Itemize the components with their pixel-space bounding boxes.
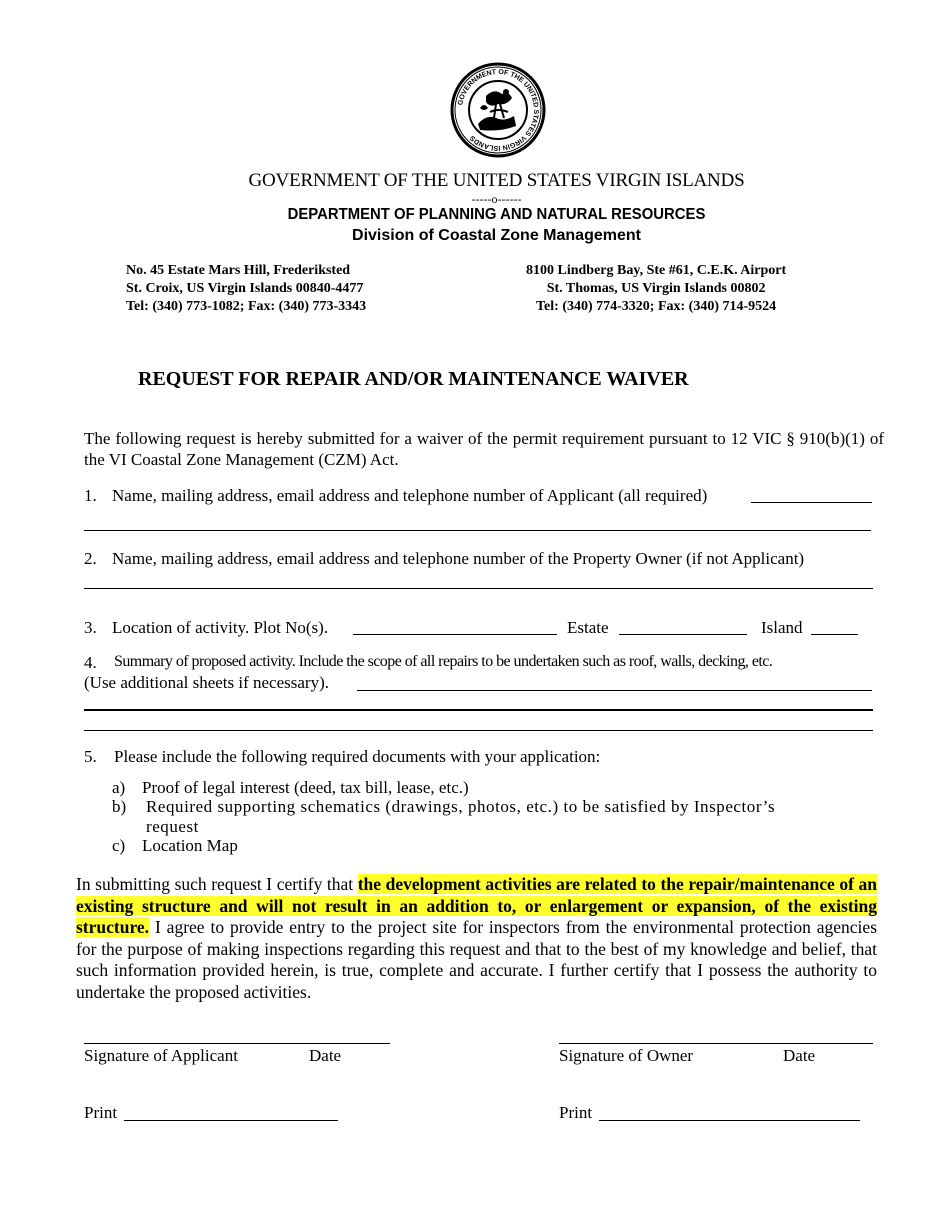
applicant-signature-label: Signature of Applicant xyxy=(84,1046,238,1065)
applicant-info-field[interactable] xyxy=(751,502,872,503)
owner-info-field-line[interactable] xyxy=(84,588,873,589)
applicant-info-field-line[interactable] xyxy=(84,530,871,531)
address-line: No. 45 Estate Mars Hill, Frederiksted xyxy=(126,263,351,278)
division-heading: Division of Coastal Zone Management xyxy=(352,227,641,244)
owner-signature-field[interactable] xyxy=(559,1043,873,1044)
item-5-number: 5. xyxy=(84,747,97,766)
doc-letter: a) xyxy=(112,778,126,797)
activity-summary-field[interactable] xyxy=(357,690,872,691)
doc-item-continued: request xyxy=(146,817,199,836)
applicant-print-label: Print xyxy=(84,1103,118,1122)
owner-print-label: Print xyxy=(559,1103,593,1122)
svg-text:GOVERNMENT OF THE UNITED STATE: GOVERNMENT OF THE UNITED STATES VIRGIN ISLANDS xyxy=(457,68,540,152)
certification-intro: In submitting such request I certify that xyxy=(76,874,358,894)
address-line: Tel: (340) 773-1082; Fax: (340) 773-3343 xyxy=(126,299,367,314)
certification-rest: I agree to provide entry to the project site for inspectors from the environmental protection agencies for the purpose of making inspections regarding this request and that to the best of my knowledge and belief, that such information provided herein, is true, complete and accurate. I further certify that I possess the authority to undertake the proposed activities. xyxy=(76,917,877,1002)
heading-separator: -----o------ xyxy=(471,192,522,206)
form-title: REQUEST FOR REPAIR AND/OR MAINTENANCE WAIVER xyxy=(138,368,689,390)
item-1-label: Name, mailing address, email address and telephone number of Applicant (all required) xyxy=(112,486,708,505)
doc-item: Required supporting schematics (drawings, photos, etc.) to be satisfied by Inspector’s xyxy=(146,797,776,816)
certification-highlight: the development activities are related to the repair/maintenance of an existing structure and will not result in an addition to, or enlargement or expansion, of the existing structure. xyxy=(76,874,877,938)
estate-field[interactable] xyxy=(619,634,747,635)
applicant-signature-field[interactable] xyxy=(84,1043,390,1044)
island-field[interactable] xyxy=(811,634,858,635)
doc-item: Location Map xyxy=(142,836,238,855)
location-plot-label: Location of activity. Plot No(s). xyxy=(112,618,329,637)
item-4-note: (Use additional sheets if necessary). xyxy=(84,673,329,692)
intro-paragraph: The following request is hereby submitted for a waiver of the permit requirement pursuant to 12 VIC § 910(b)(1) of the VI Coastal Zone Management (CZM) Act. xyxy=(84,429,884,469)
address-line: Tel: (340) 774-3320; Fax: (340) 714-9524 xyxy=(536,299,777,314)
doc-letter: b) xyxy=(112,797,127,816)
activity-summary-field-line[interactable] xyxy=(84,709,873,711)
address-st-croix xyxy=(126,262,366,316)
owner-date-label: Date xyxy=(783,1046,816,1065)
government-seal xyxy=(450,62,546,158)
owner-print-field[interactable] xyxy=(599,1120,860,1121)
item-3-number: 3. xyxy=(84,618,97,637)
item-2-label: Name, mailing address, email address and telephone number of the Property Owner (if not Applicant) xyxy=(112,549,805,568)
doc-item: Proof of legal interest (deed, tax bill, lease, etc.) xyxy=(142,778,469,797)
applicant-print-field[interactable] xyxy=(124,1120,338,1121)
address-line: St. Croix, US Virgin Islands 00840-4477 xyxy=(126,281,364,296)
island-label: Island xyxy=(761,618,803,637)
item-4-label: Summary of proposed activity. Include the scope of all repairs to be undertaken such as roof, walls, decking, etc. xyxy=(114,653,773,670)
department-heading: DEPARTMENT OF PLANNING AND NATURAL RESOURCES xyxy=(287,206,706,223)
applicant-date-label: Date xyxy=(309,1046,342,1065)
address-line: St. Thomas, US Virgin Islands 00802 xyxy=(546,281,766,296)
plot-number-field[interactable] xyxy=(353,634,557,635)
doc-letter: c) xyxy=(112,836,126,855)
government-heading: GOVERNMENT OF THE UNITED STATES VIRGIN ISLANDS xyxy=(248,170,745,191)
item-1-number: 1. xyxy=(84,486,97,505)
estate-label: Estate xyxy=(567,618,609,637)
owner-signature-label: Signature of Owner xyxy=(559,1046,694,1065)
item-4-number: 4. xyxy=(84,653,97,672)
address-st-thomas xyxy=(526,262,786,316)
item-2-number: 2. xyxy=(84,549,97,568)
item-5-label: Please include the following required documents with your application: xyxy=(114,747,601,766)
address-line: 8100 Lindberg Bay, Ste #61, C.E.K. Airport xyxy=(526,263,787,278)
activity-summary-field-line[interactable] xyxy=(84,730,873,731)
certification-paragraph xyxy=(76,874,877,1004)
